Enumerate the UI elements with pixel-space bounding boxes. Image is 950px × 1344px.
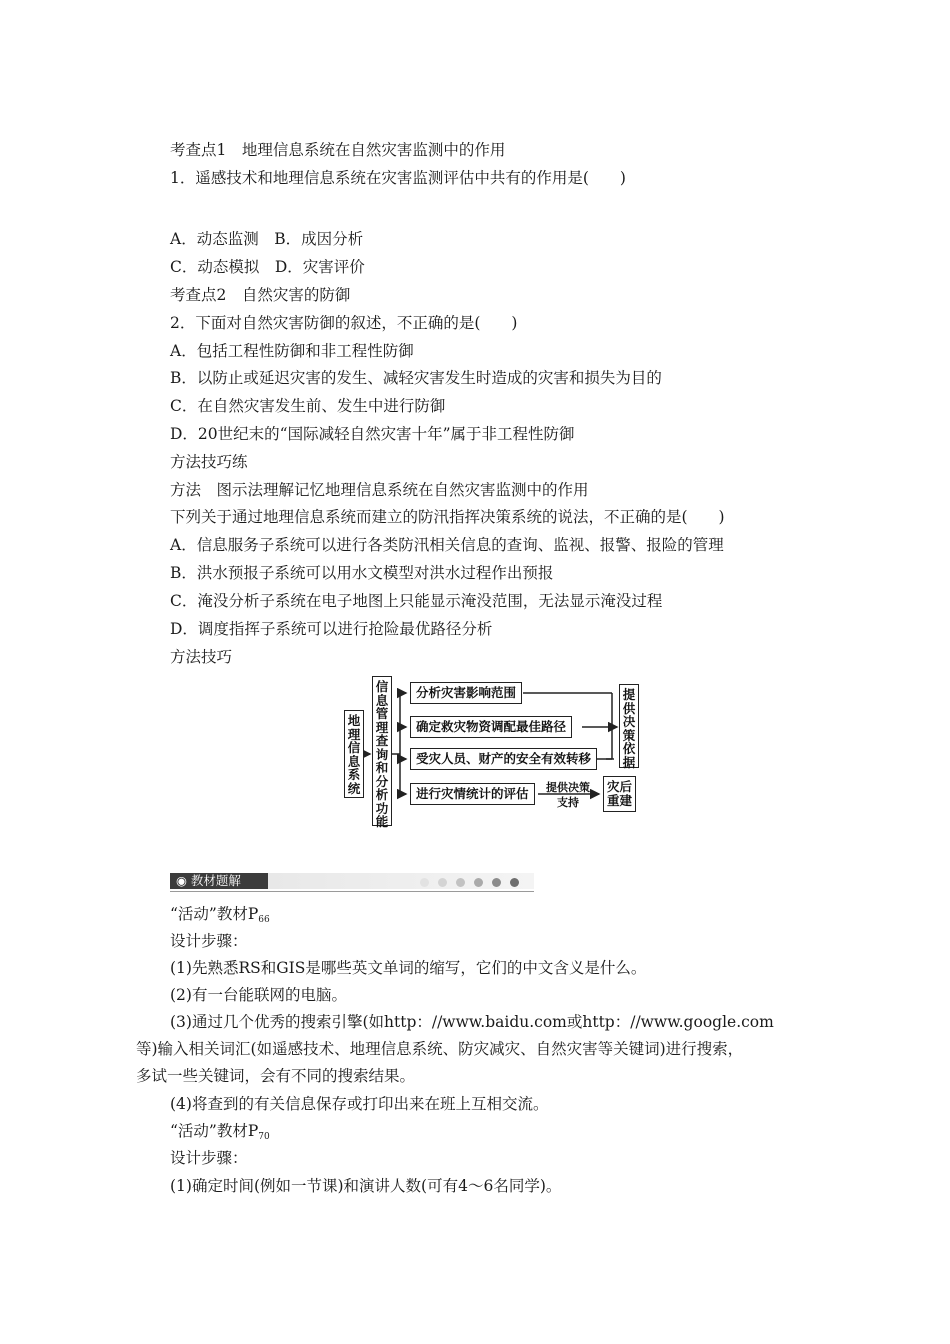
step-2: (2)有一台能联网的电脑。 <box>170 986 347 1004</box>
evacuation-box: 受灾人员、财产的安全有效转移 <box>410 748 597 770</box>
banner-dot <box>492 878 501 887</box>
step-3-line-3: 多试一些关键词，会有不同的搜索结果。 <box>136 1067 416 1085</box>
gis-flow-diagram <box>338 672 648 828</box>
question-2-stem: 2．下面对自然灾害防御的叙述，不正确的是( ) <box>170 314 518 332</box>
banner-dot <box>456 878 465 887</box>
management-function-box: 信息管理查询和分析功能 <box>372 676 392 826</box>
design-steps-label: 设计步骤： <box>170 932 248 950</box>
supply-route-box: 确定救灾物资调配最佳路径 <box>410 716 572 738</box>
design-steps-label: 设计步骤： <box>170 1149 248 1167</box>
activity-1-title: “活动”教材$P_{66}$ <box>170 905 270 925</box>
method-tips-heading: 方法技巧 <box>170 648 233 666</box>
step-3-line-1: (3)通过几个优秀的搜索引擎(如http：//www.baidu.com或http：//www.google.com <box>170 1013 774 1031</box>
question-3-option-b: B．洪水预报子系统可以用水文模型对洪水过程作出预报 <box>170 564 554 582</box>
question-2-option-c: C．在自然灾害发生前、发生中进行防御 <box>170 397 446 415</box>
gis-box: 地理信息系统 <box>344 710 364 798</box>
statistics-assessment-box: 进行灾情统计的评估 <box>410 783 535 805</box>
question-1-stem: 1．遥感技术和地理信息系统在灾害监测评估中共有的作用是( ) <box>170 169 626 187</box>
post-disaster-rebuild-box: 灾后重建 <box>603 776 636 812</box>
banner-title: ◉ 教材题解 <box>170 873 268 889</box>
decision-support-label: 提供决策支持 <box>546 781 590 809</box>
question-1-options-ab: A．动态监测 B．成因分析 <box>170 230 364 248</box>
kp1-heading: 考查点1 地理信息系统在自然灾害监测中的作用 <box>170 141 506 159</box>
section-banner <box>170 870 534 894</box>
step-1: (1)先熟悉RS和GIS是哪些英文单词的缩写，它们的中文含义是什么。 <box>170 959 647 977</box>
method-practice-heading: 方法技巧练 <box>170 453 248 471</box>
analyze-impact-box: 分析灾害影响范围 <box>410 682 522 704</box>
banner-dot <box>438 878 447 887</box>
question-2-option-b: B．以防止或延迟灾害的发生、减轻灾害发生时造成的灾害和损失为目的 <box>170 369 662 387</box>
banner-dot <box>474 878 483 887</box>
question-3-option-d: D．调度指挥子系统可以进行抢险最优路径分析 <box>170 620 493 638</box>
kp2-heading: 考查点2 自然灾害的防御 <box>170 286 351 304</box>
question-3-option-a: A．信息服务子系统可以进行各类防汛相关信息的查询、监视、报警、报险的管理 <box>170 536 724 554</box>
question-3-stem: 下列关于通过地理信息系统而建立的防汛指挥决策系统的说法，不正确的是( ) <box>170 508 725 526</box>
step-4: (4)将查到的有关信息保存或打印出来在班上互相交流。 <box>170 1095 549 1113</box>
step-3-line-2: 等)输入相关词汇(如遥感技术、地理信息系统、防灾减灾、自然灾害等关键词)进行搜索， <box>136 1040 744 1058</box>
decision-basis-box: 提供决策依据 <box>619 684 639 768</box>
question-3-option-c: C．淹没分析子系统在电子地图上只能显示淹没范围，无法显示淹没过程 <box>170 592 663 610</box>
method-title: 方法 图示法理解记忆地理信息系统在自然灾害监测中的作用 <box>170 481 589 499</box>
banner-dot <box>420 878 429 887</box>
question-2-option-a: A．包括工程性防御和非工程性防御 <box>170 342 414 360</box>
banner-dot <box>510 878 519 887</box>
step-1-activity-2: (1)确定时间(例如一节课)和演讲人数(可有4～6名同学)。 <box>170 1177 562 1195</box>
banner-underline <box>170 891 534 892</box>
activity-2-title: “活动”教材$P_{70}$ <box>170 1122 270 1142</box>
question-1-options-cd: C．动态模拟 D．灾害评价 <box>170 258 365 276</box>
question-2-option-d: D．20世纪末的“国际减轻自然灾害十年”属于非工程性防御 <box>170 425 575 443</box>
